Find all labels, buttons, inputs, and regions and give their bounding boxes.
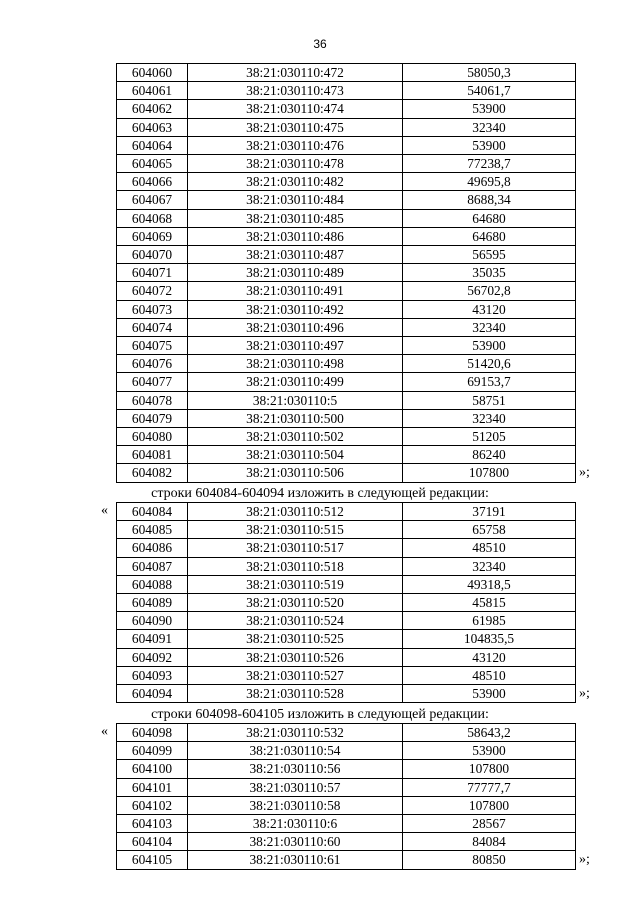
table-row — [117, 630, 576, 648]
row-number-cell: 604102 — [117, 796, 188, 814]
cadastral-number-cell: 38:21:030110:56 — [188, 760, 403, 778]
cadastral-number-cell: 38:21:030110:57 — [188, 778, 403, 796]
registry-table-3 — [116, 723, 576, 870]
table-row — [117, 815, 576, 833]
row-number-cell: 604079 — [117, 409, 188, 427]
row-number-cell: 604090 — [117, 612, 188, 630]
table-row — [117, 428, 576, 446]
value-cell: 56595 — [403, 246, 576, 264]
cadastral-number-cell: 38:21:030110:486 — [188, 227, 403, 245]
opening-quote-mark: « — [101, 503, 108, 518]
table-row — [117, 318, 576, 336]
cadastral-number-cell: 38:21:030110:517 — [188, 539, 403, 557]
row-number-cell: 604085 — [117, 521, 188, 539]
table-row — [117, 539, 576, 557]
row-number-cell: 604061 — [117, 82, 188, 100]
row-number-cell: 604086 — [117, 539, 188, 557]
row-number-cell: 604098 — [117, 724, 188, 742]
row-number-cell: 604077 — [117, 373, 188, 391]
cadastral-number-cell: 38:21:030110:61 — [188, 851, 403, 869]
table-row — [117, 724, 576, 742]
value-cell: 51420,6 — [403, 355, 576, 373]
row-number-cell: 604080 — [117, 428, 188, 446]
cadastral-number-cell: 38:21:030110:474 — [188, 100, 403, 118]
registry-table-2 — [116, 502, 576, 703]
row-number-cell: 604087 — [117, 557, 188, 575]
row-number-cell: 604073 — [117, 300, 188, 318]
table-row — [117, 282, 576, 300]
row-number-cell: 604072 — [117, 282, 188, 300]
value-cell: 43120 — [403, 648, 576, 666]
row-number-cell: 604089 — [117, 594, 188, 612]
table-row — [117, 227, 576, 245]
table-row — [117, 742, 576, 760]
value-cell: 107800 — [403, 796, 576, 814]
cadastral-number-cell: 38:21:030110:476 — [188, 136, 403, 154]
value-cell: 77777,7 — [403, 778, 576, 796]
table-row — [117, 760, 576, 778]
table-row — [117, 464, 576, 482]
value-cell: 53900 — [403, 100, 576, 118]
row-number-cell: 604063 — [117, 118, 188, 136]
value-cell: 80850 — [403, 851, 576, 869]
row-number-cell: 604074 — [117, 318, 188, 336]
table-row — [117, 666, 576, 684]
table-row — [117, 391, 576, 409]
table-row — [117, 557, 576, 575]
cadastral-number-cell: 38:21:030110:518 — [188, 557, 403, 575]
value-cell: 35035 — [403, 264, 576, 282]
value-cell: 53900 — [403, 685, 576, 703]
table-row — [117, 503, 576, 521]
cadastral-number-cell: 38:21:030110:6 — [188, 815, 403, 833]
table-row — [117, 521, 576, 539]
table-row — [117, 446, 576, 464]
row-number-cell: 604103 — [117, 815, 188, 833]
cadastral-number-cell: 38:21:030110:500 — [188, 409, 403, 427]
closing-quote-mark: »; — [579, 852, 590, 867]
table-row — [117, 648, 576, 666]
value-cell: 32340 — [403, 118, 576, 136]
row-number-cell: 604088 — [117, 575, 188, 593]
table-row — [117, 191, 576, 209]
value-cell: 58751 — [403, 391, 576, 409]
cadastral-number-cell: 38:21:030110:512 — [188, 503, 403, 521]
cadastral-number-cell: 38:21:030110:473 — [188, 82, 403, 100]
amendment-instruction-2: строки 604098-604105 изложить в следующей редакции: — [151, 707, 489, 722]
table-row — [117, 136, 576, 154]
table-row — [117, 833, 576, 851]
cadastral-number-cell: 38:21:030110:499 — [188, 373, 403, 391]
row-number-cell: 604101 — [117, 778, 188, 796]
cadastral-number-cell: 38:21:030110:54 — [188, 742, 403, 760]
value-cell: 48510 — [403, 539, 576, 557]
value-cell: 104835,5 — [403, 630, 576, 648]
row-number-cell: 604067 — [117, 191, 188, 209]
table-row — [117, 355, 576, 373]
cadastral-number-cell: 38:21:030110:5 — [188, 391, 403, 409]
row-number-cell: 604105 — [117, 851, 188, 869]
value-cell: 43120 — [403, 300, 576, 318]
value-cell: 86240 — [403, 446, 576, 464]
cadastral-number-cell: 38:21:030110:484 — [188, 191, 403, 209]
cadastral-number-cell: 38:21:030110:520 — [188, 594, 403, 612]
value-cell: 54061,7 — [403, 82, 576, 100]
row-number-cell: 604076 — [117, 355, 188, 373]
table-row — [117, 373, 576, 391]
page-number: 36 — [313, 37, 327, 51]
cadastral-number-cell: 38:21:030110:489 — [188, 264, 403, 282]
cadastral-number-cell: 38:21:030110:491 — [188, 282, 403, 300]
row-number-cell: 604065 — [117, 155, 188, 173]
cadastral-number-cell: 38:21:030110:502 — [188, 428, 403, 446]
row-number-cell: 604099 — [117, 742, 188, 760]
row-number-cell: 604066 — [117, 173, 188, 191]
value-cell: 84084 — [403, 833, 576, 851]
row-number-cell: 604078 — [117, 391, 188, 409]
cadastral-number-cell: 38:21:030110:472 — [188, 64, 403, 82]
row-number-cell: 604100 — [117, 760, 188, 778]
value-cell: 28567 — [403, 815, 576, 833]
cadastral-number-cell: 38:21:030110:515 — [188, 521, 403, 539]
value-cell: 107800 — [403, 464, 576, 482]
row-number-cell: 604081 — [117, 446, 188, 464]
row-number-cell: 604064 — [117, 136, 188, 154]
value-cell: 64680 — [403, 209, 576, 227]
table-row — [117, 594, 576, 612]
value-cell: 58050,3 — [403, 64, 576, 82]
cadastral-number-cell: 38:21:030110:485 — [188, 209, 403, 227]
value-cell: 61985 — [403, 612, 576, 630]
table-row — [117, 337, 576, 355]
table-row — [117, 82, 576, 100]
cadastral-number-cell: 38:21:030110:524 — [188, 612, 403, 630]
cadastral-number-cell: 38:21:030110:58 — [188, 796, 403, 814]
cadastral-number-cell: 38:21:030110:482 — [188, 173, 403, 191]
value-cell: 51205 — [403, 428, 576, 446]
table-row — [117, 851, 576, 869]
cadastral-number-cell: 38:21:030110:487 — [188, 246, 403, 264]
cadastral-number-cell: 38:21:030110:525 — [188, 630, 403, 648]
value-cell: 37191 — [403, 503, 576, 521]
value-cell: 32340 — [403, 409, 576, 427]
table-row — [117, 612, 576, 630]
value-cell: 32340 — [403, 557, 576, 575]
row-number-cell: 604084 — [117, 503, 188, 521]
cadastral-number-cell: 38:21:030110:532 — [188, 724, 403, 742]
value-cell: 69153,7 — [403, 373, 576, 391]
value-cell: 32340 — [403, 318, 576, 336]
value-cell: 56702,8 — [403, 282, 576, 300]
cadastral-number-cell: 38:21:030110:526 — [188, 648, 403, 666]
cadastral-number-cell: 38:21:030110:492 — [188, 300, 403, 318]
registry-table-1 — [116, 63, 576, 483]
table-row — [117, 173, 576, 191]
table-row — [117, 409, 576, 427]
value-cell: 53900 — [403, 136, 576, 154]
value-cell: 8688,34 — [403, 191, 576, 209]
value-cell: 45815 — [403, 594, 576, 612]
cadastral-number-cell: 38:21:030110:519 — [188, 575, 403, 593]
opening-quote-mark: « — [101, 724, 108, 739]
cadastral-number-cell: 38:21:030110:498 — [188, 355, 403, 373]
table-row — [117, 100, 576, 118]
table-row — [117, 155, 576, 173]
row-number-cell: 604082 — [117, 464, 188, 482]
row-number-cell: 604075 — [117, 337, 188, 355]
cadastral-number-cell: 38:21:030110:496 — [188, 318, 403, 336]
table-row — [117, 685, 576, 703]
value-cell: 53900 — [403, 337, 576, 355]
value-cell: 48510 — [403, 666, 576, 684]
closing-quote-mark: »; — [579, 686, 590, 701]
row-number-cell: 604071 — [117, 264, 188, 282]
table-row — [117, 264, 576, 282]
value-cell: 107800 — [403, 760, 576, 778]
value-cell: 65758 — [403, 521, 576, 539]
value-cell: 77238,7 — [403, 155, 576, 173]
value-cell: 58643,2 — [403, 724, 576, 742]
row-number-cell: 604094 — [117, 685, 188, 703]
cadastral-number-cell: 38:21:030110:497 — [188, 337, 403, 355]
row-number-cell: 604068 — [117, 209, 188, 227]
row-number-cell: 604070 — [117, 246, 188, 264]
row-number-cell: 604093 — [117, 666, 188, 684]
cadastral-number-cell: 38:21:030110:506 — [188, 464, 403, 482]
value-cell: 49318,5 — [403, 575, 576, 593]
table-row — [117, 209, 576, 227]
row-number-cell: 604069 — [117, 227, 188, 245]
value-cell: 64680 — [403, 227, 576, 245]
table-row — [117, 118, 576, 136]
cadastral-number-cell: 38:21:030110:504 — [188, 446, 403, 464]
table-row — [117, 246, 576, 264]
row-number-cell: 604062 — [117, 100, 188, 118]
table-row — [117, 778, 576, 796]
row-number-cell: 604092 — [117, 648, 188, 666]
row-number-cell: 604091 — [117, 630, 188, 648]
cadastral-number-cell: 38:21:030110:478 — [188, 155, 403, 173]
cadastral-number-cell: 38:21:030110:475 — [188, 118, 403, 136]
row-number-cell: 604060 — [117, 64, 188, 82]
closing-quote-mark: »; — [579, 465, 590, 480]
cadastral-number-cell: 38:21:030110:527 — [188, 666, 403, 684]
table-row — [117, 300, 576, 318]
amendment-instruction-1: строки 604084-604094 изложить в следующей редакции: — [151, 486, 489, 501]
row-number-cell: 604104 — [117, 833, 188, 851]
table-row — [117, 575, 576, 593]
value-cell: 49695,8 — [403, 173, 576, 191]
cadastral-number-cell: 38:21:030110:528 — [188, 685, 403, 703]
table-row — [117, 796, 576, 814]
value-cell: 53900 — [403, 742, 576, 760]
table-row — [117, 64, 576, 82]
cadastral-number-cell: 38:21:030110:60 — [188, 833, 403, 851]
